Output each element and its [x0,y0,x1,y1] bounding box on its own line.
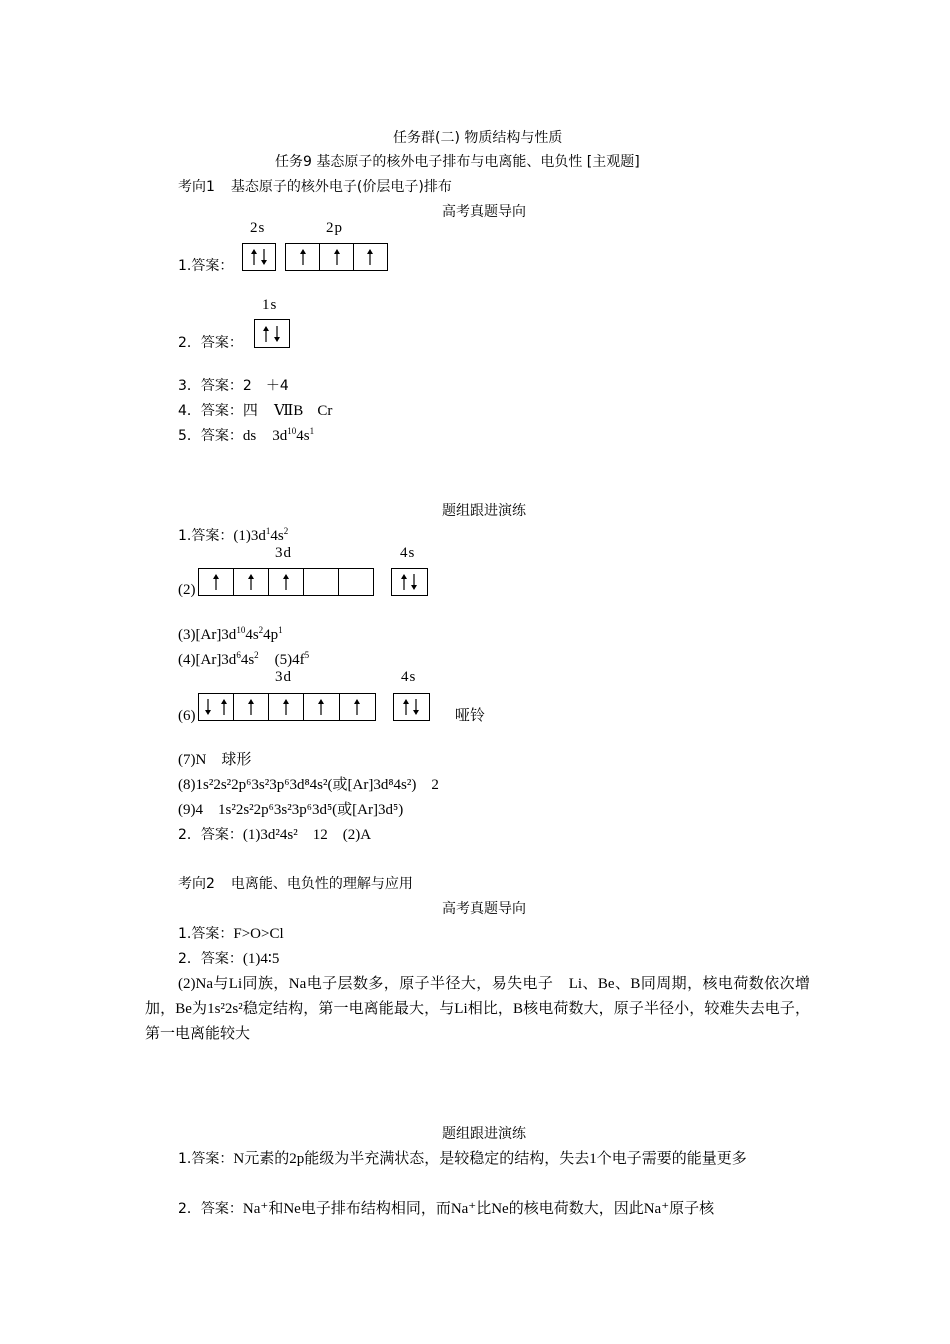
p2-answer-value: (1)3d²4s² 12 (2)A [242,827,372,843]
p1-cfg-sup2: 2 [283,526,289,536]
p1-answer-1 [178,526,288,546]
p1-4-a: (4)[Ar]3d [178,652,237,668]
page-title: 任务群(二) 物质结构与性质 [393,130,563,146]
q5-cfg-a: 3d [272,428,288,444]
section2-gaokao-heading: 高考真题导向 [442,901,526,917]
p1-3-a: (3)[Ar]3d [178,627,237,643]
q5-cfg-b: 4s [296,428,310,444]
q1-answer-label: 1.答案： [178,258,234,274]
p1-3-sup1: 10 [236,625,246,635]
arrow-up-icon [261,325,271,343]
q5-answer-label: 5．答案： [178,428,243,444]
arrow-up-icon [249,248,259,266]
p1-5-sup: 5 [304,650,310,660]
arrow-up-icon [332,248,342,266]
q4-group: ⅦB [273,403,304,419]
q5-cfg-sup2: 1 [309,426,315,436]
arrow-down-icon [203,698,213,716]
p1-cfg-a: (1)3d [233,528,266,544]
p1-item-8: (8)1s²2s²2p⁶3s²3p⁶3d⁸4s²(或[Ar]3d⁸4s²) 2 [178,777,439,793]
s2-p2-answer-value: Na⁺和Ne电子排布结构相同，而Na⁺比Ne的核电荷数大，因此Na⁺原子核 [242,1201,715,1217]
q5-cfg-sup1: 10 [287,426,297,436]
arrow-up-icon [401,698,411,716]
s2-p2-answer [145,1197,810,1222]
section1-heading-text: 基态原子的核外电子(价层电子)排布 [230,179,452,195]
arrow-up-icon [211,573,221,591]
q4-answer-label: 4．答案： [178,403,243,419]
arrow-up-icon [316,698,326,716]
section1-practice-heading: 题组跟进演练 [442,503,526,519]
p1-6-shape: 哑铃 [455,708,486,724]
section1-gaokao-heading: 高考真题导向 [442,204,526,220]
s2-q1-answer [178,924,284,944]
p1-6-label-3d: 3d [275,669,292,685]
q2-1s-box [254,319,290,348]
s2-p1-answer [145,1147,810,1172]
p1-4-b: 4s [240,652,255,668]
q2-label-1s: 1s [262,297,278,313]
p1-answer-label: 1.答案： [178,528,234,544]
p1-6-4s-box [393,693,430,721]
arrow-up-icon [298,248,308,266]
q1-2s-box [242,243,276,271]
page-subtitle: 任务9 基态原子的核外电子排布与电离能、电负性 [主观题] [275,154,640,170]
arrow-up-icon [399,573,409,591]
s2-q2-answer [178,949,279,969]
section1-heading [178,177,452,197]
section2-heading-text: 电离能、电负性的理解与应用 [230,876,413,892]
p1-2-4s-box [391,568,428,596]
arrow-up-icon [352,698,362,716]
arrow-down-icon [259,248,269,266]
s2-q1-answer-label: 1.答案： [178,926,234,942]
p1-3-b: 4s [245,627,259,643]
p1-item-7: (7)N 球形 [178,752,252,768]
s2-q2-paragraph: (2)Na与Li同族，Na电子层数多，原子半径大，易失电子 Li、Be、B同周期，核电荷数依次增加，Be为1s²2s²稳定结构，第一电离能最大，与Li相比，B核电荷数大，原子半径小，较难失去电子，第一电离能较大 [145,976,810,1042]
section2-practice-heading: 题组跟进演练 [442,1126,526,1142]
arrow-up-icon [365,248,375,266]
q4-answer [178,401,332,421]
p1-cfg-b: 4s [270,528,284,544]
p1-6-label-4s: 4s [401,669,417,685]
s2-q1-answer-value: F>O>Cl [233,926,284,942]
arrow-up-icon [281,573,291,591]
q5-answer [178,426,314,446]
p1-3-sup3: 1 [278,625,283,635]
p1-2-label-3d: 3d [275,545,292,561]
q1-label-2p: 2p [326,220,343,236]
s2-p1-answer-label: 1.答案： [178,1151,234,1167]
q1-label-2s: 2s [250,220,266,236]
p1-cfg-sup1: 1 [265,526,271,536]
p1-item-2: (2) [178,582,196,598]
q5-block: ds [242,428,257,444]
q3-answer: 3．答案：2 ＋4 [178,378,289,394]
p1-4-sup1: 6 [236,650,241,660]
s2-q2-answer-label: 2．答案： [178,951,243,967]
p1-6-3d-box [198,693,376,721]
section2-heading [178,874,413,894]
p1-item-4-5 [178,650,309,670]
arrow-down-icon [411,698,421,716]
q4-element: Cr [317,403,333,419]
arrow-down-icon [409,573,419,591]
p2-answer-label: 2．答案： [178,827,243,843]
p1-3-sup2: 2 [258,625,264,635]
s2-p2-answer-label: 2．答案： [178,1201,243,1217]
s2-p1-answer-value: N元素的2p能级为半充满状态，是较稳定的结构，失去1个电子需要的能量更多 [233,1151,747,1167]
section2-heading-num: 考向2 [178,876,215,892]
arrow-up-icon [281,698,291,716]
p1-item-6: (6) [178,708,196,724]
q1-2p-box [285,243,388,271]
section1-heading-num: 考向1 [178,179,215,195]
p1-5: (5)4f [274,652,305,668]
p1-item-3 [178,625,283,645]
p1-4-sup2: 2 [254,650,259,660]
arrow-up-icon [219,698,229,716]
p1-3-c: 4p [263,627,279,643]
s2-q2-answer-value: (1)4∶5 [242,951,280,967]
arrow-down-icon [272,325,282,343]
q2-answer-label: 2．答案： [178,335,243,351]
p1-item-9: (9)4 1s²2s²2p⁶3s²3p⁶3d⁵(或[Ar]3d⁵) [178,802,404,818]
p1-2-label-4s: 4s [400,545,416,561]
arrow-up-icon [246,573,256,591]
p2-answer [178,825,371,845]
arrow-up-icon [246,698,256,716]
q4-period: 四 [242,403,258,419]
p1-2-3d-box [198,568,374,596]
